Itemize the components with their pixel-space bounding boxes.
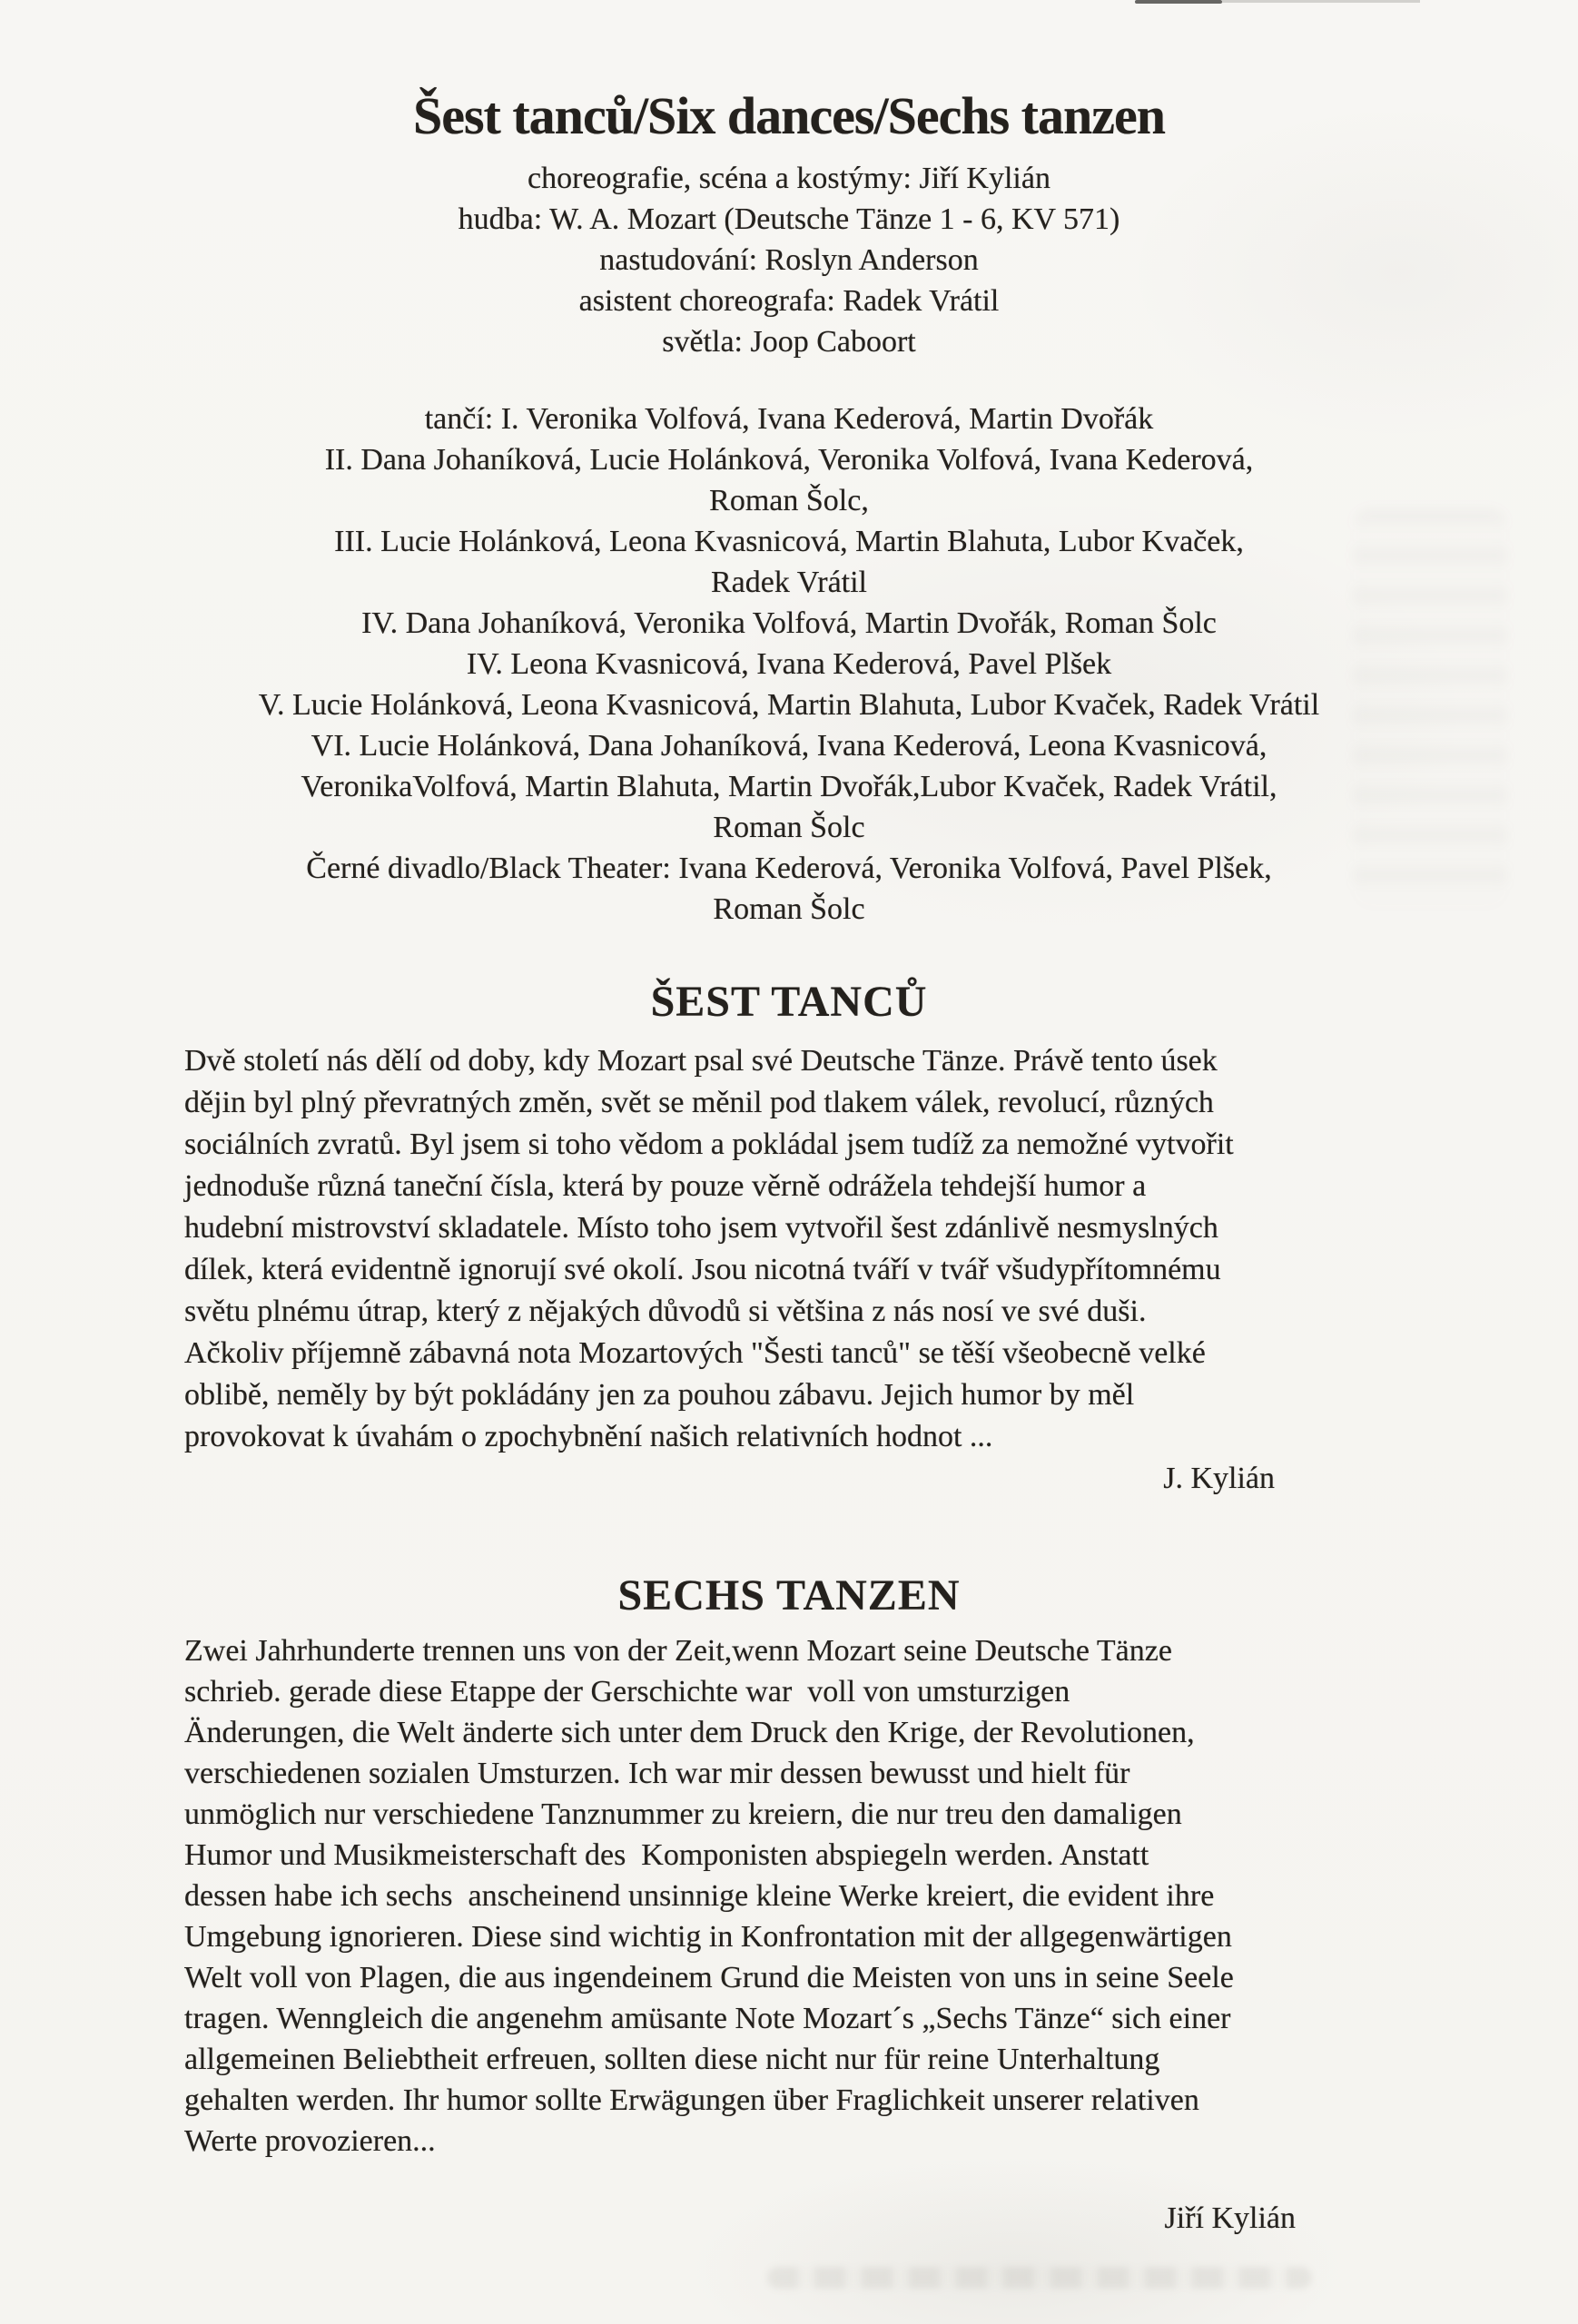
paragraph-line: Welt voll von Plagen, die aus ingendeinem Grund die Meisten von uns in seine Seele <box>184 1961 1234 1994</box>
paragraph-line: sociálních zvratů. Byl jsem si toho vědom a pokládal jsem tudíž za nemožné vytvořit <box>184 1128 1234 1161</box>
paragraph-line: schrieb. gerade diese Etappe der Gerschichte war voll von umsturzigen <box>184 1675 1070 1709</box>
cast-line: IV. Dana Johaníková, Veronika Volfová, Martin Dvořák, Roman Šolc <box>361 606 1217 640</box>
cast-line: Černé divadlo/Black Theater: Ivana Kederová, Veronika Volfová, Pavel Plšek, <box>306 852 1272 885</box>
section-sest-tancu <box>0 979 1578 1500</box>
credit-line-assistant: asistent choreografa: Radek Vrátil <box>578 284 1000 318</box>
paragraph-line: dějin byl plný převratných změn, svět se měnil pod tlakem válek, revolucí, různých <box>184 1086 1214 1119</box>
paragraph-line: dessen habe ich sechs anscheinend unsinnige kleine Werke kreiert, die evident ihre <box>184 1879 1215 1913</box>
paragraph-line: Umgebung ignorieren. Diese sind wichtig in Konfrontation mit der allgegenwärtigen <box>184 1920 1232 1954</box>
cast-line: Roman Šolc <box>713 811 865 844</box>
paragraph-line: unmöglich nur verschiedene Tanznummer zu kreiern, die nur treu den damaligen <box>184 1797 1182 1831</box>
paragraph-line: oblibě, neměly by být pokládány jen za pouhou zábavu. Jejich humor by měl <box>184 1378 1135 1412</box>
cast-line: V. Lucie Holánková, Leona Kvasnicová, Martin Blahuta, Lubor Kvaček, Radek Vrátil <box>258 688 1320 722</box>
cast-line: VI. Lucie Holánková, Dana Johaníková, Ivana Kederová, Leona Kvasnicová, <box>311 729 1267 763</box>
cast-line: VeronikaVolfová, Martin Blahuta, Martin Dvořák,Lubor Kvaček, Radek Vrátil, <box>301 770 1277 803</box>
cast-line: III. Lucie Holánková, Leona Kvasnicová, Martin Blahuta, Lubor Kvaček, <box>334 525 1244 558</box>
paragraph-line: hudební mistrovství skladatele. Místo toho jsem vytvořil šest zdánlivě nesmyslných <box>184 1211 1218 1245</box>
paragraph-line: Zwei Jahrhunderte trennen uns von der Zeit,wenn Mozart seine Deutsche Tänze <box>184 1634 1172 1668</box>
cast-line: Radek Vrátil <box>710 566 867 599</box>
cast-line: Roman Šolc <box>713 892 865 926</box>
section-heading-czech: ŠEST TANCŮ <box>650 978 928 1026</box>
cast-line: IV. Leona Kvasnicová, Ivana Kederová, Pavel Plšek <box>466 647 1112 681</box>
paragraph-line: jednoduše různá taneční čísla, která by pouze věrně odrážela tehdejší humor a <box>184 1169 1147 1203</box>
paragraph-czech <box>0 1040 1578 1458</box>
credit-line-music: hudba: W. A. Mozart (Deutsche Tänze 1 - 6, KV 571) <box>458 202 1120 236</box>
paragraph-line: Humor und Musikmeisterschaft des Komponisten abspiegeln werden. Anstatt <box>184 1838 1149 1872</box>
scan-artifact-bleedthrough-bottom <box>767 2267 1312 2289</box>
paragraph-line: Ačkoliv příjemně zábavná nota Mozartových "Šesti tanců" se těší všeobecně velké <box>184 1336 1206 1370</box>
credit-line-staging: nastudování: Roslyn Anderson <box>599 243 979 277</box>
masthead <box>0 0 1578 362</box>
scan-artifact-bleedthrough-right <box>1353 508 1507 908</box>
page-title: Šest tanců/Six dances/Sechs tanzen <box>412 86 1165 145</box>
paragraph-line: tragen. Wenngleich die angenehm amüsante Note Mozart´s „Sechs Tänze“ sich einer <box>184 2002 1231 2035</box>
credit-line-lighting: světla: Joop Caboort <box>662 325 916 359</box>
cast-line: tančí: I. Veronika Volfová, Ivana Kederová, Martin Dvořák <box>424 402 1154 436</box>
paragraph-line: Änderungen, die Welt änderte sich unter dem Druck den Krige, der Revolutionen, <box>184 1716 1195 1749</box>
paragraph-line: gehalten werden. Ihr humor sollte Erwägungen über Fraglichkeit unserer relativen <box>184 2083 1199 2117</box>
signature-jiri-kylian: Jiří Kylián <box>1164 2201 1296 2235</box>
signature-j-kylian: J. Kylián <box>1163 1462 1275 1495</box>
section-sechs-tanzen <box>0 1572 1578 2240</box>
paragraph-german <box>0 1630 1578 2162</box>
paragraph-line: provokovat k úvahám o zpochybnění našich relativních hodnot ... <box>184 1420 993 1453</box>
cast-list <box>0 399 1578 930</box>
cast-line: II. Dana Johaníková, Lucie Holánková, Veronika Volfová, Ivana Kederová, <box>324 443 1254 477</box>
paragraph-line: světu plnému útrap, který z nějakých důvodů si většina z nás nosí ve své duši. <box>184 1295 1147 1328</box>
paragraph-line: Dvě století nás dělí od doby, kdy Mozart psal své Deutsche Tänze. Právě tento úsek <box>184 1044 1218 1078</box>
scan-artifact-top-streak <box>1135 0 1222 4</box>
section-heading-german: SECHS TANZEN <box>617 1571 961 1620</box>
paragraph-line: dílek, která evidentně ignorují své okolí. Jsou nicotná tváří v tvář všudypřítomnému <box>184 1253 1221 1286</box>
paragraph-line: Werte provozieren... <box>184 2124 436 2158</box>
paragraph-line: verschiedenen sozialen Umsturzen. Ich war mir dessen bewusst und hielt für <box>184 1757 1130 1790</box>
scan-artifact-top-streak-light <box>1222 0 1420 3</box>
paragraph-line: allgemeinen Beliebtheit erfreuen, sollten diese nicht nur für reine Unterhaltung <box>184 2043 1160 2076</box>
credits-block <box>0 158 1578 362</box>
credit-line-choreography: choreografie, scéna a kostýmy: Jiří Kylián <box>528 162 1050 195</box>
cast-line: Roman Šolc, <box>709 484 869 517</box>
